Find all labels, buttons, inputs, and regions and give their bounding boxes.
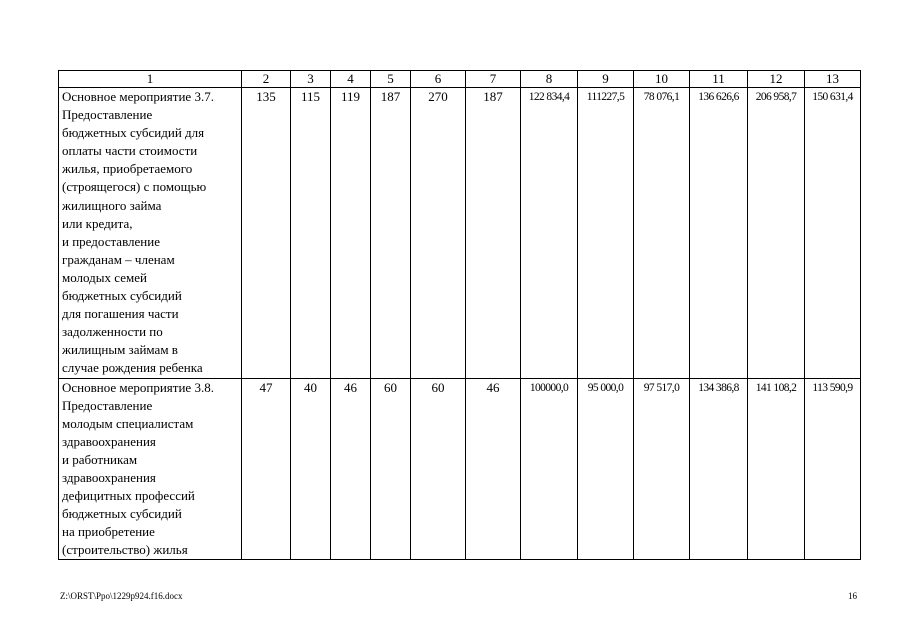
column-header: 4	[331, 71, 371, 88]
footer-file-path: Z:\ORST\Ppo\1229p924.f16.docx	[60, 591, 183, 601]
data-table	[58, 70, 861, 560]
description-line: оплаты части стоимости	[62, 143, 198, 159]
description-line: бюджетных субсидий	[62, 506, 182, 522]
value-cell: 60	[371, 378, 411, 560]
description-line: бюджетных субсидий	[62, 288, 182, 304]
description-line: жилищным займам в	[62, 342, 178, 358]
value-cell: 136 626,6	[690, 88, 748, 379]
description-line: Основное мероприятие 3.8.	[62, 379, 214, 395]
value-cell: 187	[371, 88, 411, 379]
page-number: 16	[848, 591, 857, 601]
column-header: 9	[578, 71, 634, 88]
value-cell: 119	[331, 88, 371, 379]
description-line: молодых семей	[62, 269, 147, 285]
description-line: и работникам	[62, 451, 138, 467]
value-cell: 97 517,0	[634, 378, 690, 560]
column-header: 1	[59, 71, 242, 88]
description-line: или кредита,	[62, 215, 133, 231]
value-cell: 46	[466, 378, 521, 560]
description-line: жилья, приобретаемого	[62, 161, 193, 177]
value-cell: 78 076,1	[634, 88, 690, 379]
column-header: 13	[805, 71, 861, 88]
value-cell: 100000,0	[521, 378, 578, 560]
description-line: бюджетных субсидий для	[62, 125, 205, 141]
description-line: Предоставление	[62, 397, 153, 413]
value-cell: 206 958,7	[748, 88, 805, 379]
description-line: (строящегося) с помощью	[62, 179, 207, 195]
column-header: 7	[466, 71, 521, 88]
description-line: (строительство) жилья	[62, 542, 188, 558]
value-cell: 47	[242, 378, 291, 560]
value-cell: 122 834,4	[521, 88, 578, 379]
description-line: на приобретение	[62, 524, 155, 540]
value-cell: 134 386,8	[690, 378, 748, 560]
description-line: Предоставление	[62, 107, 153, 123]
description-line: для погашения части	[62, 306, 179, 322]
value-cell: 135	[242, 88, 291, 379]
column-header: 6	[411, 71, 466, 88]
description-line: задолженности по	[62, 324, 163, 340]
description-line: Основное мероприятие 3.7.	[62, 89, 214, 104]
value-cell: 46	[331, 378, 371, 560]
value-cell: 141 108,2	[748, 378, 805, 560]
row-description	[59, 88, 242, 379]
value-cell: 113 590,9	[805, 378, 861, 560]
row-description	[59, 378, 242, 560]
description-line: жилищного займа	[62, 197, 162, 213]
column-header: 3	[291, 71, 331, 88]
value-cell: 60	[411, 378, 466, 560]
value-cell: 95 000,0	[578, 378, 634, 560]
column-header: 8	[521, 71, 578, 88]
description-line: молодым специалистам	[62, 415, 194, 431]
column-header: 10	[634, 71, 690, 88]
value-cell: 150 631,4	[805, 88, 861, 379]
table-row	[59, 378, 861, 560]
value-cell: 111227,5	[578, 88, 634, 379]
value-cell: 270	[411, 88, 466, 379]
column-header: 5	[371, 71, 411, 88]
description-line: гражданам – членам	[62, 251, 175, 267]
column-header: 12	[748, 71, 805, 88]
description-line: и предоставление	[62, 233, 160, 249]
table-row	[59, 88, 861, 379]
value-cell: 40	[291, 378, 331, 560]
description-line: дефицитных профессий	[62, 488, 195, 504]
description-line: здравоохранения	[62, 433, 156, 449]
description-line: случае рождения ребенка	[62, 360, 203, 376]
description-line: здравоохранения	[62, 469, 156, 485]
table-header-row	[59, 71, 861, 88]
column-header: 2	[242, 71, 291, 88]
value-cell: 187	[466, 88, 521, 379]
column-header: 11	[690, 71, 748, 88]
value-cell: 115	[291, 88, 331, 379]
